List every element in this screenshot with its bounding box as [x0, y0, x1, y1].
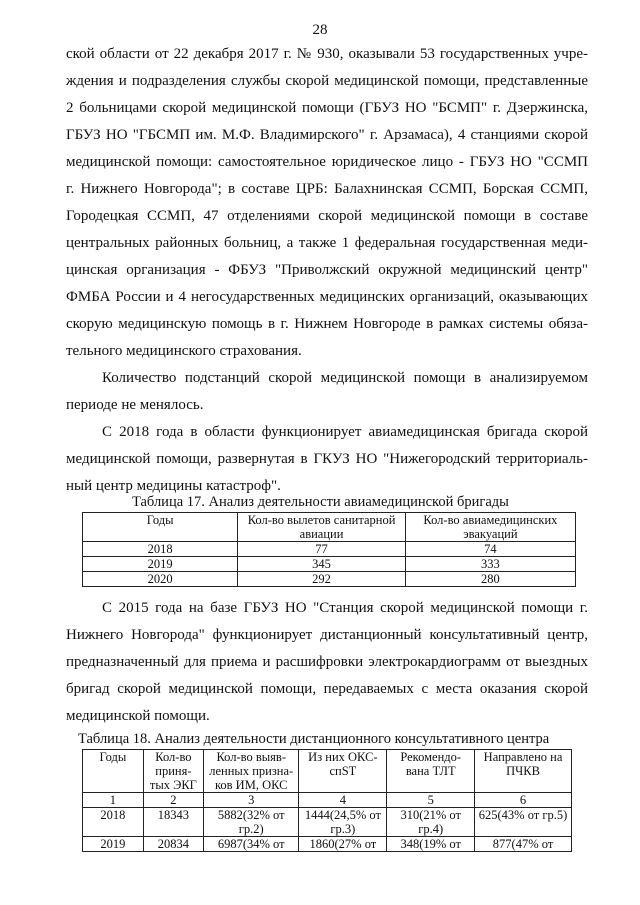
paragraph-2 — [66, 365, 588, 419]
page-number: 28 — [312, 22, 328, 38]
table-17 — [82, 512, 576, 587]
table-cell: 77 — [238, 542, 406, 557]
table-cell: 2018 — [83, 808, 144, 837]
table-header-cell: Рекомендо-вана ТЛТ — [387, 750, 475, 793]
table-cell: 2019 — [83, 837, 144, 852]
table-18 — [82, 749, 572, 852]
table-row — [83, 572, 576, 587]
table-header-cell: Годы — [83, 513, 238, 542]
paragraph-line: Городецкая ССМП, 47 отделениями скорой медицинской помощи в составе — [66, 208, 588, 224]
table-row — [83, 837, 572, 852]
paragraph-line: С 2015 года на базе ГБУЗ НО "Станция скорой медицинской помощи г. — [102, 600, 588, 616]
paragraph-line: Нижнего Новгорода" функционирует дистанционный консультативный центр, — [66, 627, 588, 643]
paragraph-line: цинская организация - ФБУЗ "Приволжский окружной медицинский центр" — [66, 262, 588, 278]
table-header-cell: Из них ОКС-cпST — [299, 750, 387, 793]
paragraph-line: бригад скорой медицинской помощи, передаваемых с места оказания скорой — [66, 681, 588, 697]
table-cell: 280 — [405, 572, 575, 587]
paragraph-line: г. Нижнего Новгорода"; в составе ЦРБ: Балахнинская ССМП, Борская ССМП, — [66, 181, 588, 197]
table-index-row — [83, 793, 572, 808]
table-17-caption: Таблица 17. Анализ деятельности авиамедицинской бригады — [132, 494, 509, 510]
table-row — [83, 808, 572, 837]
table-cell: 3 — [204, 793, 299, 808]
paragraph-line: медицинской помощи: самостоятельное юридическое лицо - ГБУЗ НО "ССМП — [66, 154, 588, 170]
table-cell: 5 — [387, 793, 475, 808]
table-cell: 2 — [143, 793, 203, 808]
table-header-cell: Кол-во выяв-ленных призна-ков ИМ, ОКС — [204, 750, 299, 793]
table-cell: 1444(24,5% от гр.3) — [299, 808, 387, 837]
table-row — [83, 542, 576, 557]
paragraph-line: медицинской помощи, развернутая в ГКУЗ НО "Нижегородский территориаль- — [66, 451, 588, 467]
table-cell: 877(47% от — [475, 837, 572, 852]
table-18-caption: Таблица 18. Анализ деятельности дистанционного консультативного центра — [78, 731, 550, 747]
table-cell: 4 — [299, 793, 387, 808]
table-header-cell: Годы — [83, 750, 144, 793]
table-cell: 2018 — [83, 542, 238, 557]
paragraph-line: ГБУЗ НО "ГБСМП им. М.Ф. Владимирского" г. Арзамаса), 4 станциями скорой — [66, 127, 588, 143]
table-cell: 1 — [83, 793, 144, 808]
table-cell: 345 — [238, 557, 406, 572]
table-cell: 1860(27% от — [299, 837, 387, 852]
table-cell: 333 — [405, 557, 575, 572]
table-cell: 2019 — [83, 557, 238, 572]
table-cell: 625(43% от гр.5) — [475, 808, 572, 837]
table-header-cell: Кол-во вылетов санитарной авиации — [238, 513, 406, 542]
table-cell: 18343 — [143, 808, 203, 837]
paragraph-line: тельного медицинского страхования. — [66, 343, 302, 359]
paragraph-line: ный центр медицины катастроф". — [66, 478, 281, 494]
paragraph-3 — [66, 419, 588, 500]
table-cell: 310(21% от гр.4) — [387, 808, 475, 837]
table-cell: 6 — [475, 793, 572, 808]
table-cell: 20834 — [143, 837, 203, 852]
paragraph-line: С 2018 года в области функционирует авиамедицинская бригада скорой — [102, 424, 588, 440]
paragraph-line: Количество подстанций скорой медицинской помощи в анализируемом — [102, 370, 588, 386]
table-cell: 6987(34% от — [204, 837, 299, 852]
table-row — [83, 557, 576, 572]
table-header-row — [83, 513, 576, 542]
table-header-cell: Направлено на ПЧКВ — [475, 750, 572, 793]
paragraph-1 — [66, 41, 588, 365]
table-cell: 5882(32% от гр.2) — [204, 808, 299, 837]
table-cell: 348(19% от — [387, 837, 475, 852]
table-cell: 74 — [405, 542, 575, 557]
paragraph-line: ской области от 22 декабря 2017 г. № 930, оказывали 53 государственных учре- — [66, 46, 588, 62]
paragraph-line: ФМБА России и 4 негосударственных медицинских организаций, оказывающих — [66, 289, 588, 305]
table-header-row — [83, 750, 572, 793]
paragraph-line: 2 больницами скорой медицинской помощи (ГБУЗ НО "БСМП" г. Дзержинска, — [66, 100, 588, 116]
paragraph-line: медицинской помощи. — [66, 708, 210, 724]
table-header-cell: Кол-во авиамедицинских эвакуаций — [405, 513, 575, 542]
paragraph-line: предназначенный для приема и расшифровки электрокардиограмм от выездных — [66, 654, 588, 670]
table-cell: 292 — [238, 572, 406, 587]
paragraph-line: ждения и подразделения службы скорой медицинской помощи, представленные — [66, 73, 588, 89]
paragraph-line: центральных районных больниц, а также 1 федеральная государственная меди- — [66, 235, 588, 251]
paragraph-line: периоде не менялось. — [66, 397, 204, 413]
table-cell: 2020 — [83, 572, 238, 587]
table-header-cell: Кол-во приня-тых ЭКГ — [143, 750, 203, 793]
paragraph-4 — [66, 595, 588, 730]
paragraph-line: скорую медицинскую помощь в г. Нижнем Новгороде в рамках системы обяза- — [66, 316, 588, 332]
